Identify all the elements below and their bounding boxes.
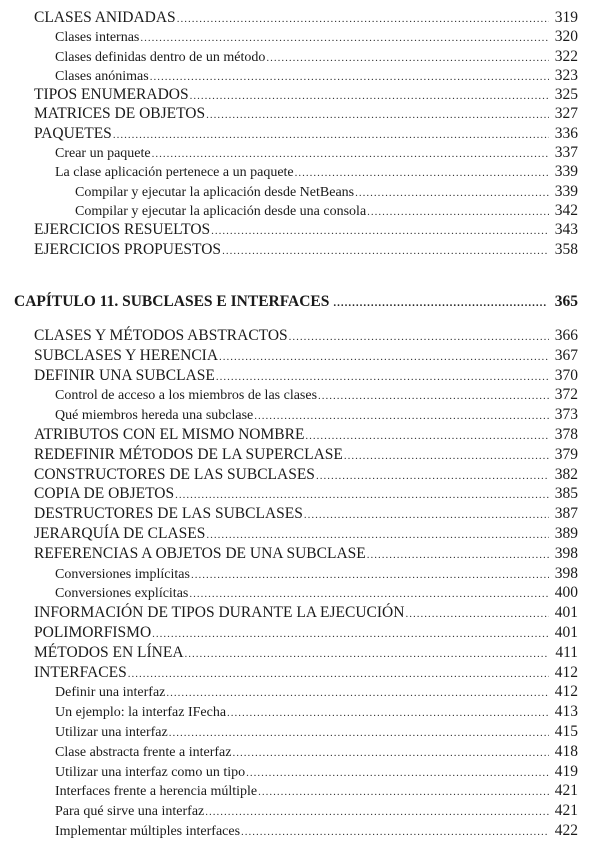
toc-entry-title: Clases anónimas <box>55 68 149 84</box>
chapter-page: 365 <box>554 293 578 310</box>
toc-entry-title: DESTRUCTORES DE LAS SUBCLASES <box>34 505 303 523</box>
toc-entry[interactable] <box>0 104 600 123</box>
toc-entry-page: 422 <box>554 821 578 839</box>
toc-entry-title: INFORMACIÓN DE TIPOS DURANTE LA EJECUCIÓN <box>34 604 405 622</box>
toc-entry-title: Clases definidas dentro de un método <box>55 49 266 65</box>
toc-entry-title: CLASES ANIDADAS <box>34 9 176 26</box>
toc-entry-page: 337 <box>554 144 578 162</box>
toc-entry[interactable] <box>0 326 600 346</box>
toc-entry[interactable] <box>0 27 600 46</box>
toc-entry[interactable] <box>0 182 600 201</box>
toc-entry[interactable] <box>0 143 600 162</box>
toc-entry-page: 389 <box>554 524 578 542</box>
toc-entry-title: SUBCLASES Y HERENCIA <box>34 346 219 364</box>
toc-entry[interactable] <box>0 201 600 220</box>
toc-entry-title: COPIA DE OBJETOS <box>34 485 175 503</box>
toc-entry[interactable] <box>0 821 600 841</box>
toc-entry-page: 385 <box>554 485 578 503</box>
dot-leader <box>222 242 549 261</box>
toc-entry-title: TIPOS ENUMERADOS <box>34 86 189 104</box>
toc-entry[interactable] <box>0 240 600 259</box>
toc-entry-page: 421 <box>554 802 578 820</box>
toc-entry-title: POLIMORFISMO <box>34 623 152 641</box>
toc-entry-page: 325 <box>554 86 578 104</box>
toc-entry[interactable] <box>0 162 600 181</box>
toc-entry[interactable] <box>0 124 600 143</box>
dot-leader <box>241 823 549 843</box>
toc-entry[interactable] <box>0 366 600 386</box>
toc-entry-page: 382 <box>554 465 578 483</box>
toc-entry-title: Definir una interfaz <box>55 685 166 701</box>
toc-entry-title: Interfaces frente a herencia múltiple <box>55 784 258 800</box>
toc-entry[interactable] <box>0 66 600 85</box>
toc-entry-page: 401 <box>554 623 578 641</box>
toc-entry[interactable] <box>0 405 600 425</box>
toc-entry-title: Implementar múltiples interfaces <box>55 823 241 839</box>
toc-entry[interactable] <box>0 762 600 782</box>
toc-entry-page: 366 <box>554 327 578 344</box>
toc-entry-page: 320 <box>554 28 578 46</box>
toc-entry[interactable] <box>0 781 600 801</box>
toc-entry-page: 372 <box>554 386 578 404</box>
toc-entry-page: 373 <box>554 406 578 424</box>
toc-entry-page: 339 <box>554 182 578 200</box>
toc-entry-title: Qué miembros hereda una subclase <box>55 408 254 424</box>
toc-entry-page: 418 <box>554 742 578 760</box>
toc-entry[interactable] <box>0 425 600 445</box>
toc-entry-title: ATRIBUTOS CON EL MISMO NOMBRE <box>34 425 305 443</box>
toc-entry-page: 322 <box>554 47 578 65</box>
toc-entry-title: Compilar y ejecutar la aplicación desde una consola <box>75 203 367 219</box>
toc-entry-title: REDEFINIR MÉTODOS DE LA SUPERCLASE <box>34 445 343 463</box>
toc-entry-title: Conversiones implícitas <box>55 566 190 582</box>
toc-entry-page: 370 <box>554 366 578 384</box>
toc-entry-page: 412 <box>554 683 578 701</box>
toc-entry-title: Control de acceso a los miembros de las clases <box>55 388 318 404</box>
toc-entry-title: Clases internas <box>55 30 140 46</box>
toc-entry-title: INTERFACES <box>34 663 127 681</box>
toc-entry-title: Clase abstracta frente a interfaz <box>55 744 232 760</box>
toc-entry-title: CLASES Y MÉTODOS ABSTRACTOS <box>34 327 288 344</box>
toc-entry-page: 319 <box>554 9 578 26</box>
toc-entry[interactable] <box>0 220 600 239</box>
toc-entry-title: Crear un paquete <box>55 146 151 162</box>
toc-entry[interactable] <box>0 722 600 742</box>
toc-entry-title: Utilizar una interfaz <box>55 724 168 740</box>
toc-entry-title: MATRICES DE OBJETOS <box>34 105 206 123</box>
toc-entry[interactable] <box>0 682 600 702</box>
toc-entry[interactable] <box>0 583 600 603</box>
toc-entry-page: 358 <box>554 240 578 258</box>
toc-entry[interactable] <box>0 643 600 663</box>
toc-entry-page: 342 <box>554 201 578 219</box>
dot-leader <box>333 297 546 309</box>
toc-entry-title: CONSTRUCTORES DE LAS SUBCLASES <box>34 465 315 483</box>
toc-entry[interactable] <box>0 702 600 722</box>
toc-entry[interactable] <box>0 742 600 762</box>
toc-entry-page: 411 <box>555 643 578 661</box>
toc-entry[interactable] <box>0 385 600 405</box>
toc-entry-title: EJERCICIOS RESUELTOS <box>34 221 211 239</box>
toc-entry[interactable] <box>0 346 600 366</box>
toc-entry-title: EJERCICIOS PROPUESTOS <box>34 240 222 258</box>
toc-entry-page: 401 <box>554 604 578 622</box>
toc-entry[interactable] <box>0 47 600 66</box>
toc-entry[interactable] <box>0 544 600 564</box>
toc-entry[interactable] <box>0 445 600 465</box>
chapter-title: CAPÍTULO 11. SUBCLASES E INTERFACES <box>14 293 330 310</box>
toc-entry-page: 398 <box>554 544 578 562</box>
toc-entry[interactable] <box>0 484 600 504</box>
toc-entry-page: 367 <box>554 346 578 364</box>
toc-entry-title: Compilar y ejecutar la aplicación desde NetBeans <box>75 184 355 200</box>
toc-entry-title: La clase aplicación pertenece a un paquete <box>55 165 294 181</box>
toc-entry-page: 412 <box>554 663 578 681</box>
toc-entry-title: JERARQUÍA DE CLASES <box>34 524 206 542</box>
toc-entry-page: 415 <box>554 722 578 740</box>
toc-entry-page: 323 <box>554 66 578 84</box>
toc-entry[interactable] <box>0 465 600 485</box>
toc-entry-page: 413 <box>554 703 578 721</box>
toc-entry[interactable] <box>0 85 600 104</box>
toc-entry-page: 379 <box>554 445 578 463</box>
toc-entry[interactable] <box>0 663 600 683</box>
toc-entry[interactable] <box>0 623 600 643</box>
toc-section-previous-chapter <box>0 8 600 259</box>
toc-entry-page: 339 <box>554 163 578 181</box>
toc-entry[interactable] <box>0 524 600 544</box>
toc-entry-title: MÉTODOS EN LÍNEA <box>34 643 184 661</box>
toc-entry-title: Para qué sirve una interfaz <box>55 804 205 820</box>
toc-entry[interactable] <box>0 504 600 524</box>
toc-entry-page: 398 <box>554 564 578 582</box>
toc-entry[interactable] <box>0 603 600 623</box>
toc-entry[interactable] <box>0 564 600 584</box>
toc-entry-page: 336 <box>554 124 578 142</box>
toc-entry-title: DEFINIR UNA SUBCLASE <box>34 366 215 384</box>
toc-section-chapter-11 <box>0 326 600 841</box>
toc-entry-page: 343 <box>554 221 578 239</box>
toc-entry-title: PAQUETES <box>34 124 112 142</box>
toc-entry-page: 400 <box>554 584 578 602</box>
chapter-heading[interactable] <box>0 293 600 311</box>
toc-entry-title: REFERENCIAS A OBJETOS DE UNA SUBCLASE <box>34 544 366 562</box>
toc-entry-page: 378 <box>554 425 578 443</box>
toc-entry-page: 419 <box>554 762 578 780</box>
toc-entry[interactable] <box>0 801 600 821</box>
toc-entry-page: 327 <box>554 105 578 123</box>
toc-entry-title: Un ejemplo: la interfaz IFecha <box>55 705 227 721</box>
toc-entry[interactable] <box>0 8 600 27</box>
toc-entry-page: 421 <box>554 782 578 800</box>
toc-entry-page: 387 <box>554 505 578 523</box>
toc-entry-title: Utilizar una interfaz como un tipo <box>55 764 246 780</box>
toc-entry-title: Conversiones explícitas <box>55 586 189 602</box>
